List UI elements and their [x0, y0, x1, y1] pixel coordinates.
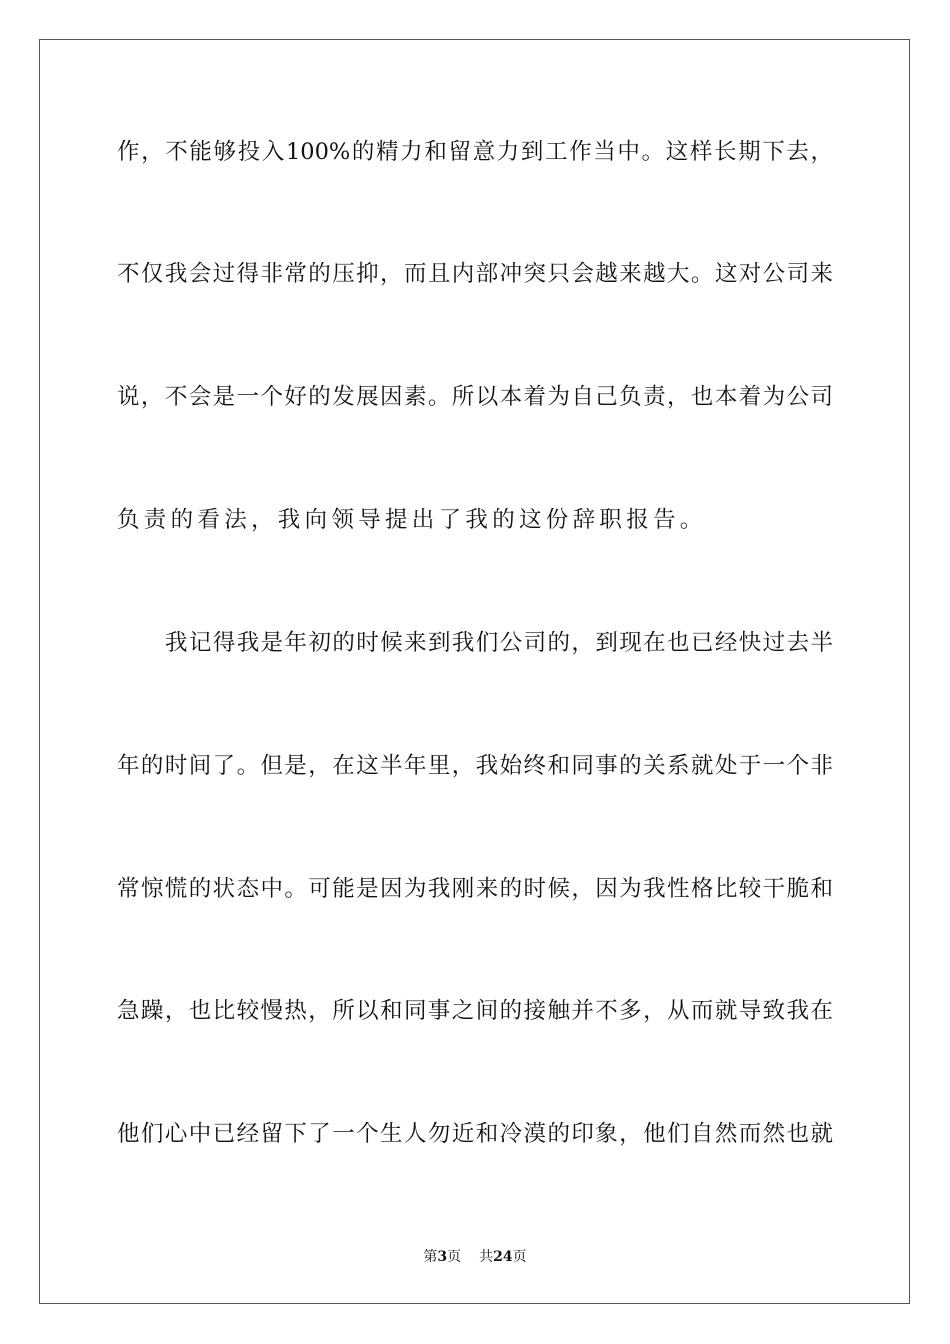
footer-total-pages: 24 [493, 1249, 513, 1265]
body-line-7: 常惊慌的状态中。可能是因为我刚来的时候，因为我性格比较干脆和 [117, 876, 833, 902]
body-line-1: 作，不能够投入100%的精力和留意力到工作当中。这样长期下去， [117, 139, 833, 165]
body-line-2: 不仅我会过得非常的压抑，而且内部冲突只会越来越大。这对公司来 [117, 261, 833, 287]
footer-page-suffix: 页 [447, 1249, 462, 1265]
footer-page-prefix: 第 [423, 1249, 438, 1265]
footer-total-prefix: 共 [479, 1249, 494, 1265]
page-footer [0, 1247, 950, 1267]
page-border [39, 39, 910, 1304]
body-line-6: 年的时间了。但是，在这半年里，我始终和同事的关系就处于一个非 [117, 753, 833, 779]
footer-page-number: 3 [437, 1249, 448, 1265]
body-line-9: 他们心中已经留下了一个生人勿近和冷漠的印象，他们自然而然也就 [117, 1121, 833, 1147]
body-line-4: 负责的看法，我向领导提出了我的这份辞职报告。 [117, 507, 707, 533]
body-line-3: 说，不会是一个好的发展因素。所以本着为自己负责，也本着为公司 [117, 384, 833, 410]
body-line-8: 急躁，也比较慢热，所以和同事之间的接触并不多，从而就导致我在 [117, 998, 833, 1024]
footer-total-suffix: 页 [512, 1249, 527, 1265]
body-line-5: 我记得我是年初的时候来到我们公司的，到现在也已经快过去半 [165, 630, 833, 656]
